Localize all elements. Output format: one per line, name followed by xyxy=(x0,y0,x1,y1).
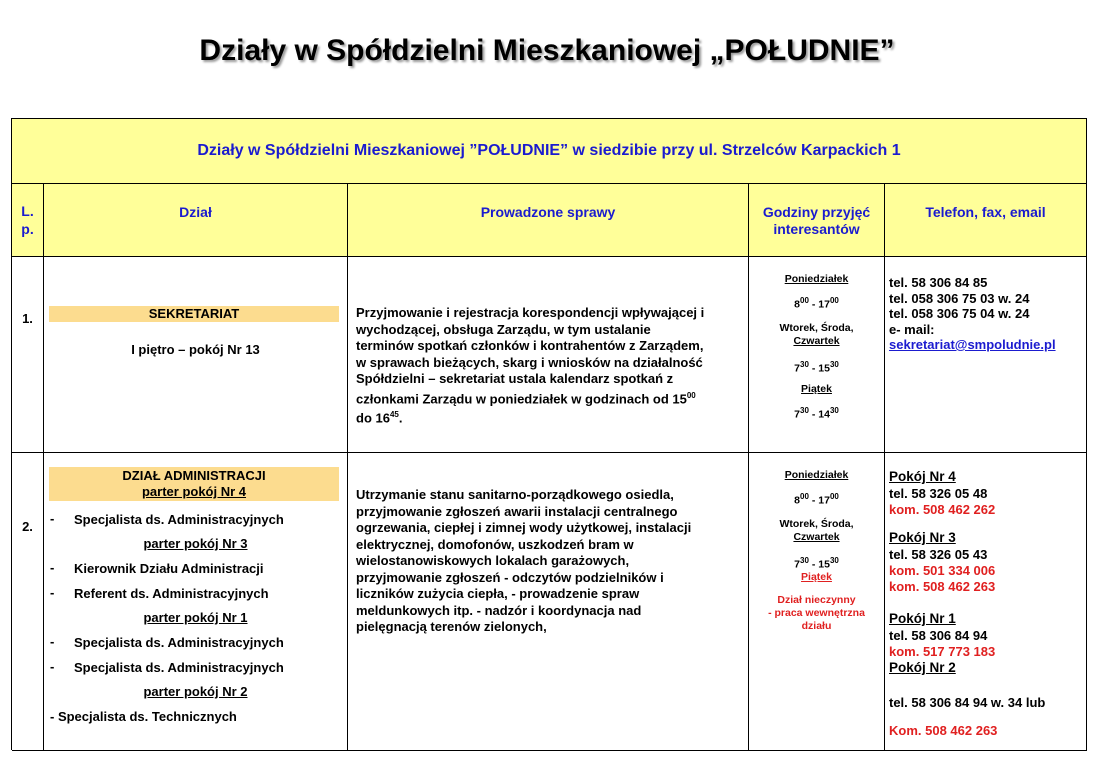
row2-dzial: DZIAŁ ADMINISTRACJI parter pokój Nr 4 - Specjalista ds. Administracyjnych parter pokój Nr 3 - Kierownik Działu Administracji - Referent ds. Administracyjnych parter pokój Nr 1 - Specjalista ds. Administracyjnych - Specjalista ds. Administracyjnych parter pokój Nr 2 - Specjalista ds. Technicznych xyxy=(44,453,348,751)
row2-sprawy: Utrzymanie stanu sanitarno-porządkowego osiedla, przyjmowanie zgłoszeń awarii instalacji centralnego ogrzewania, ciepłej i zimnej wody użytkowej, instalacji elektrycznej, domofonów, uszkodzeń bram w wielostanowiskowych lokalach garażowych, przyjmowanie zgłoszeń - odczytów podzielników i liczników zużycia ciepła, - prowadzenie spraw meldunkowych itp. - nadzór i koordynacja nad pielęgnacją terenów zielonych, xyxy=(348,453,749,751)
header-kontakt: Telefon, fax, email xyxy=(885,184,1087,257)
departments-table xyxy=(11,118,1087,750)
header-sprawy: Prowadzone sprawy xyxy=(348,184,749,257)
row1-sprawy: Przyjmowanie i rejestracja korespondencji wpływającej i wychodzącej, obsługa Zarządu, w tym ustalanie terminów spotkań członków i kontrahentów z Zarządem, w sprawach bieżących, skarg i wniosków na działalność Spółdzielni – sekretariat ustala kalendarz spotkań z członkami Zarządu w poniedziałek w godzinach od $15^{00}$ do $16^{45}$. xyxy=(348,257,749,453)
row1-dzial xyxy=(44,257,348,453)
table-banner xyxy=(12,119,1087,184)
banner-text: Działy w Spółdzielni Mieszkaniowej ”POŁUDNIE” w siedzibie przy ul. Strzelców Karpackich 1 xyxy=(197,142,901,159)
page-title: Działy w Spółdzielni Mieszkaniowej „POŁUDNIE” xyxy=(199,34,895,67)
header-lp: L. p. xyxy=(12,184,44,257)
email-link[interactable]: sekretariat@smpoludnie.pl xyxy=(889,337,1056,352)
header-godziny: Godziny przyjęć interesantów xyxy=(749,184,885,257)
dept-label-administracja: DZIAŁ ADMINISTRACJI parter pokój Nr 4 xyxy=(49,467,339,501)
row2-kontakt: Pokój Nr 4 tel. 58 326 05 48 kom. 508 462 262 Pokój Nr 3 tel. 58 326 05 43 kom. 501 334 006 kom. 508 462 263 Pokój Nr 1 tel. 58 306 84 94 kom. 517 773 183 Pokój Nr 2 tel. 58 306 84 94 w. 34 lub Kom. 508 462 263 xyxy=(885,453,1087,751)
dept-label-sekretariat: SEKRETARIAT xyxy=(49,306,339,322)
row1-lp: 1. xyxy=(12,257,44,453)
row1-godziny: Poniedziałek $8^{00} - 17^{00}$ Wtorek, Środa, Czwartek $7^{30} - 15^{30}$ Piątek $7^{30} - 14^{30}$ xyxy=(749,257,885,453)
row1-kontakt: tel. 58 306 84 85 tel. 058 306 75 03 w. 24 tel. 058 306 75 04 w. 24 e- mail: sekretariat@smpoludnie.pl xyxy=(885,257,1087,453)
header-dzial: Dział xyxy=(44,184,348,257)
row1-location: I piętro – pokój Nr 13 xyxy=(131,342,260,357)
row2-lp: 2. xyxy=(12,453,44,751)
row2-godziny: Poniedziałek $8^{00} - 17^{00}$ Wtorek, Środa, Czwartek $7^{30} - 15^{30}$ Piątek Dział nieczynny - praca wewnętrzna działu xyxy=(749,453,885,751)
